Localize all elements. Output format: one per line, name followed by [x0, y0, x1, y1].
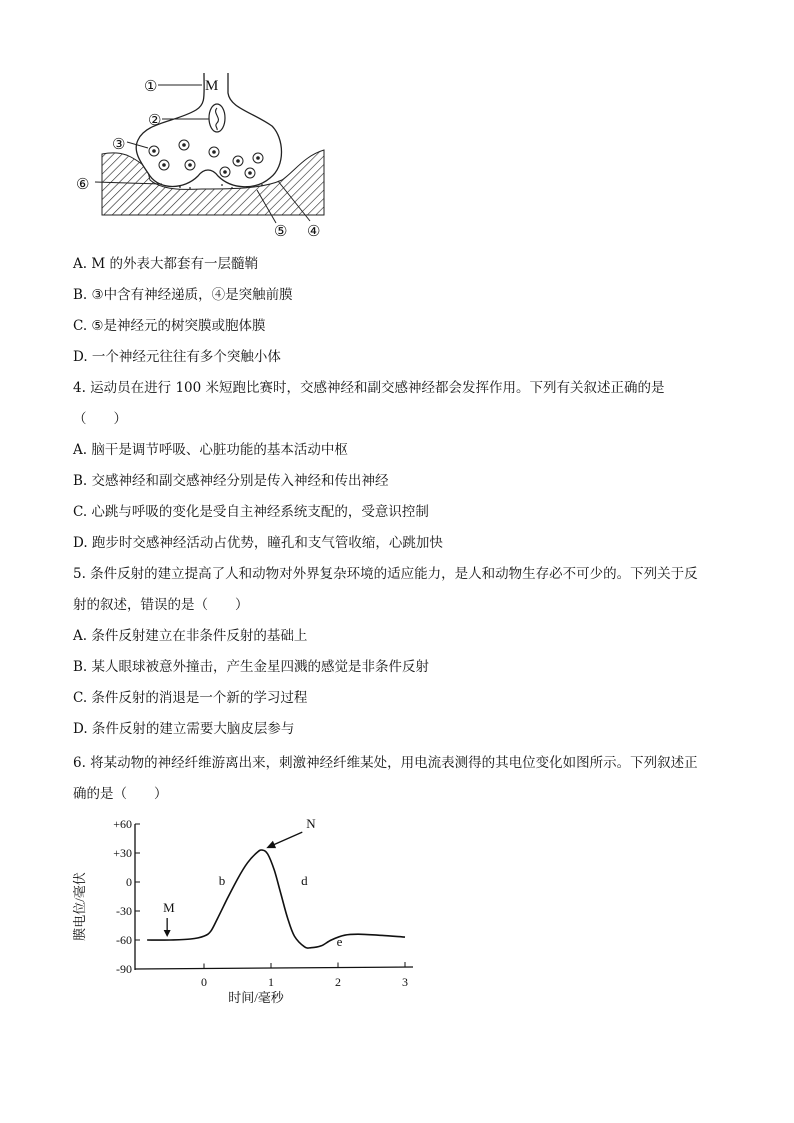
q5-option-c: C. 条件反射的消退是一个新的学习过程	[73, 690, 308, 706]
y-tick-label: -30	[116, 904, 132, 918]
x-tick-label: 3	[402, 975, 408, 989]
membrane-potential-chart	[68, 812, 428, 1012]
q4-option-b: B. 交感神经和副交感神经分别是传入神经和传出神经	[73, 473, 389, 489]
q4-option-a: A. 脑干是调节呼吸、心脏功能的基本活动中枢	[73, 442, 348, 458]
curve-label-d: d	[301, 872, 308, 888]
y-tick-label: +60	[113, 817, 132, 831]
y-axis-title: 膜电位/毫伏	[72, 872, 87, 941]
q5-stem-line1: 5. 条件反射的建立提高了人和动物对外界复杂环境的适应能力，是人和动物生存必不可少的。下列关于反	[73, 566, 698, 582]
y-tick-label: -90	[116, 962, 132, 976]
y-tick-label: 0	[126, 875, 132, 889]
y-tick-label: +30	[113, 846, 132, 860]
q4-option-d: D. 跑步时交感神经活动占优势，瞳孔和支气管收缩，心跳加快	[73, 535, 443, 551]
q6-stem-line2: 确的是（ ）	[73, 786, 168, 802]
q5-option-b: B. 某人眼球被意外撞击，产生金星四溅的感觉是非条件反射	[73, 659, 430, 675]
q5-stem-line2: 射的叙述，错误的是（ ）	[73, 597, 249, 613]
x-axis-title: 时间/毫秒	[228, 990, 284, 1005]
q6-stem-line1: 6. 将某动物的神经纤维游离出来，刺激神经纤维某处，用电流表测得的其电位变化如图所示。下列叙述正	[73, 755, 698, 771]
q3-option-a: A. M 的外表大都套有一层髓鞘	[73, 256, 258, 272]
x-axis	[135, 967, 413, 969]
q4-stem-line2: （ ）	[73, 411, 127, 427]
x-tick-label: 1	[268, 975, 274, 989]
x-tick-label: 0	[201, 975, 207, 989]
label-5: ⑤	[274, 224, 288, 240]
annotation-m: M	[163, 900, 175, 915]
y-tick-label: -60	[116, 933, 132, 947]
q3-option-c: C. ⑤是神经元的树突膜或胞体膜	[73, 318, 266, 334]
q3-option-d: D. 一个神经元往往有多个突触小体	[73, 349, 281, 365]
label-6: ⑥	[76, 177, 90, 193]
x-tick-label: 2	[335, 975, 341, 989]
synapse-diagram	[72, 68, 332, 243]
q3-option-b: B. ③中含有神经递质，④是突触前膜	[73, 287, 293, 303]
label-m: M	[205, 78, 219, 94]
q5-option-a: A. 条件反射建立在非条件反射的基础上	[73, 628, 308, 644]
q4-stem-line1: 4. 运动员在进行 100 米短跑比赛时，交感神经和副交感神经都会发挥作用。下列有关叙述正确的是	[73, 380, 665, 396]
potential-curve	[147, 850, 405, 948]
label-3: ③	[112, 137, 126, 153]
q5-option-d: D. 条件反射的建立需要大脑皮层参与	[73, 721, 295, 737]
label-4: ④	[307, 224, 321, 240]
arrowhead-m	[164, 930, 171, 937]
label-2: ②	[148, 113, 162, 129]
curve-label-b: b	[218, 872, 226, 888]
annotation-n: N	[306, 816, 316, 832]
label-1: ①	[144, 79, 158, 95]
curve-label-e: e	[336, 933, 343, 949]
q4-option-c: C. 心跳与呼吸的变化是受自主神经系统支配的，受意识控制	[73, 504, 429, 520]
